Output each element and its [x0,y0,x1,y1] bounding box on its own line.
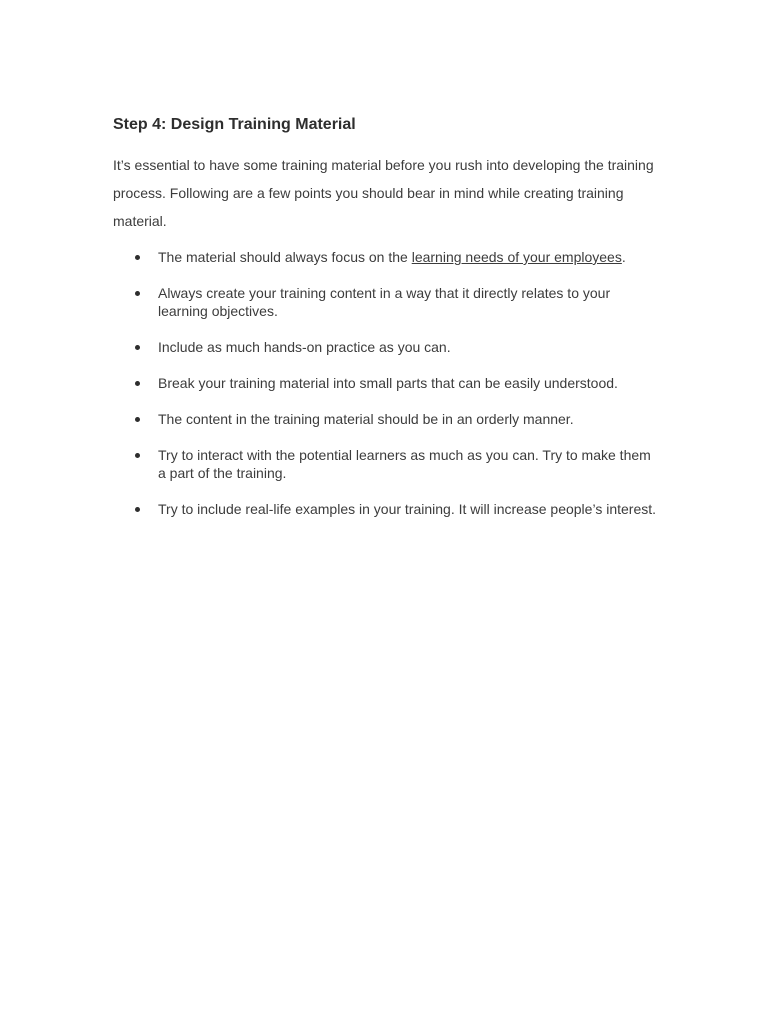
list-item-text: Always create your training content in a way that it directly relates to your learning objectives. [158,285,611,319]
list-item-text-before: The material should always focus on the [158,249,412,265]
bullet-icon [135,381,140,386]
list-item [113,374,658,392]
list-item [113,446,658,482]
list-item [113,500,658,518]
list-item-text: Try to interact with the potential learners as much as you can. Try to make them a part of the training. [158,447,651,481]
list-item [113,410,658,428]
learning-needs-link[interactable]: learning needs of your employees [411,249,622,265]
bullet-icon [135,507,140,512]
list-item-text: Break your training material into small parts that can be easily understood. [158,375,618,391]
list-item-text-after: . [621,249,626,265]
section-heading: Step 4: Design Training Material [113,116,356,133]
list-item [113,338,658,356]
bullet-icon [135,417,140,422]
bullet-icon [135,453,140,458]
list-item-text: Include as much hands-on practice as you can. [158,339,451,355]
list-item-text: Try to include real-life examples in your training. It will increase people’s interest. [158,501,657,517]
bullet-list [113,248,658,518]
list-item [113,248,658,266]
intro-paragraph: It’s essential to have some training material before you rush into developing the training process. Following are a few points you should bear in mind while creating training material. [113,157,654,229]
list-item [113,284,658,320]
bullet-icon [135,345,140,350]
list-item-text: The content in the training material should be in an orderly manner. [158,411,574,427]
bullet-icon [135,291,140,296]
bullet-icon [135,255,140,260]
